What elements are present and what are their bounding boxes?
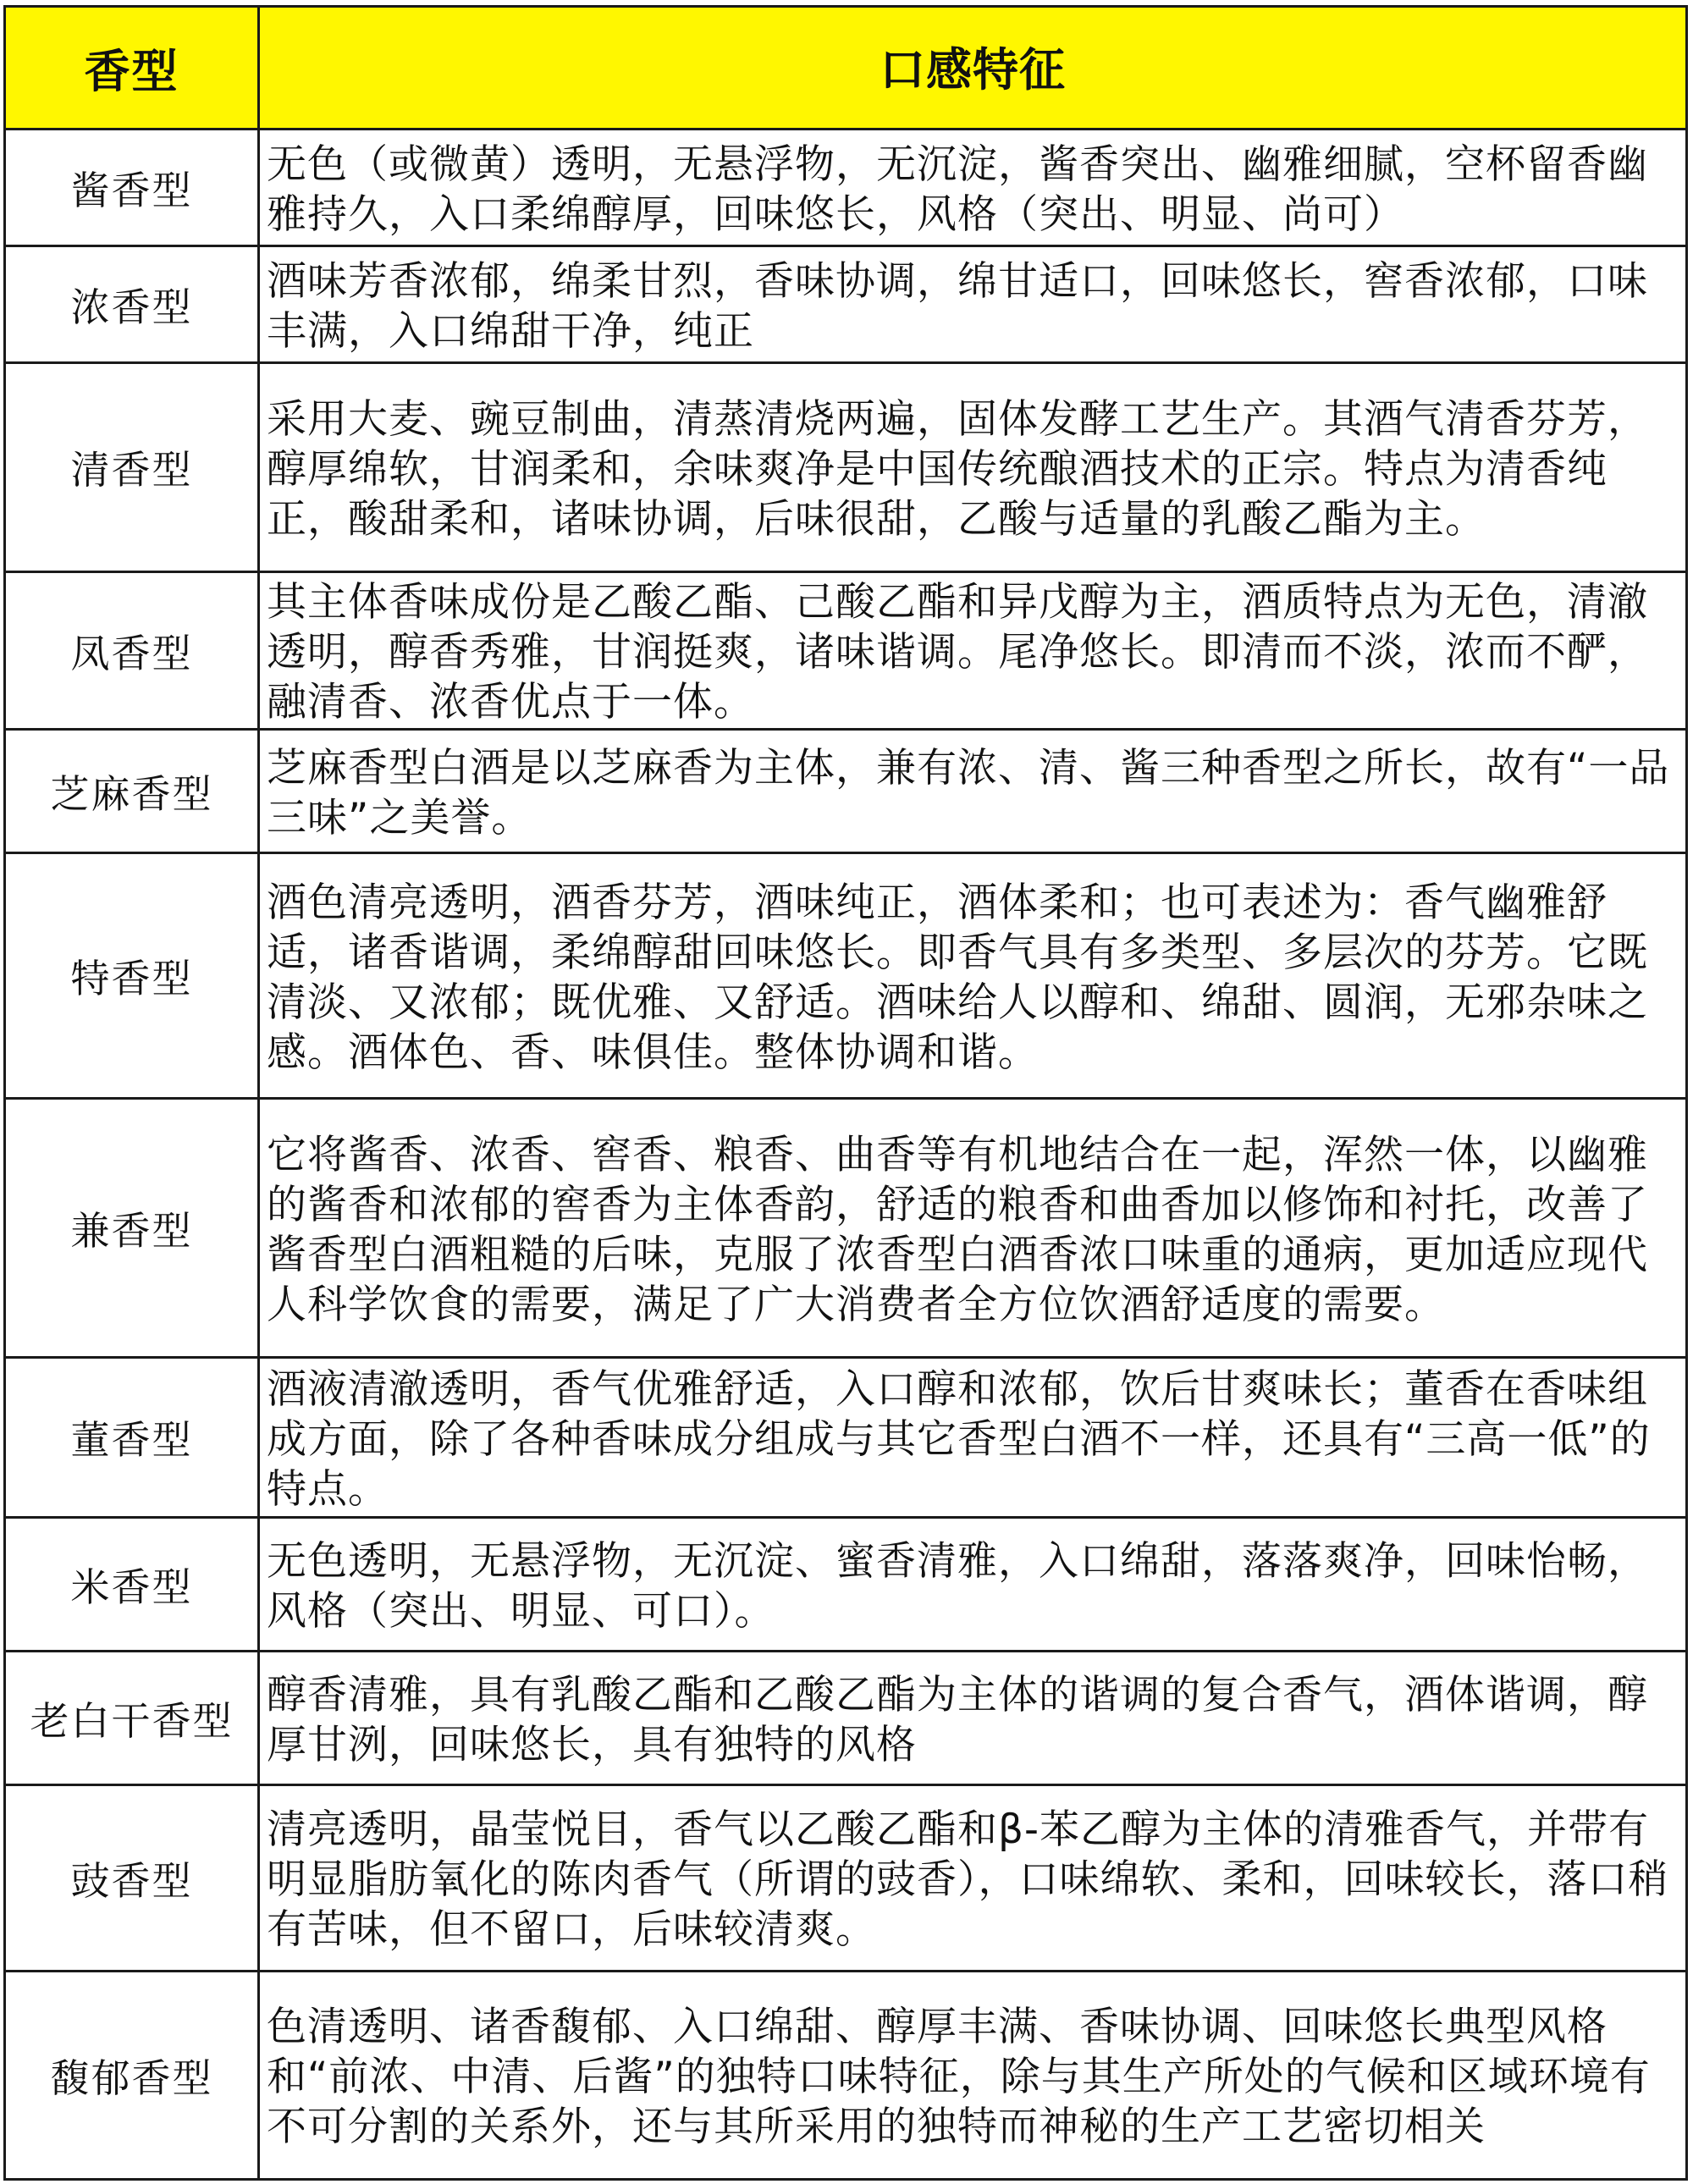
table-row bbox=[6, 1100, 1685, 1359]
aroma-type-cell: 凤香型 bbox=[6, 573, 260, 728]
description-text: 酒色清亮透明，酒香芬芳，酒味纯正，酒体柔和；也可表述为：香气幽雅舒适，诸香谐调，柔绵醇甜回味悠长。即香气具有多类型、多层次的芬芳。它既清淡、又浓郁；既优雅、又舒适。酒味给人以醇和、绵甜、圆润，无邪杂味之感。酒体色、香、味俱佳。整体协调和谐。 bbox=[267, 879, 1648, 1076]
aroma-type-cell: 特香型 bbox=[6, 854, 260, 1097]
aroma-type-cell: 酱香型 bbox=[6, 130, 260, 245]
description-text: 清亮透明，晶莹悦目，香气以乙酸乙酯和β-苯乙醇为主体的清雅香气，并带有明显脂肪氧化的陈肉香气（所谓的豉香），口味绵软、柔和，回味较长，落口稍有苦味，但不留口，后味较清爽。 bbox=[267, 1806, 1669, 1953]
table-row bbox=[6, 1519, 1685, 1652]
aroma-type-cell: 董香型 bbox=[6, 1359, 260, 1516]
table-row bbox=[6, 1359, 1685, 1519]
description-text: 芝麻香型白酒是以芝麻香为主体，兼有浓、清、酱三种香型之所长，故有“一品三味”之美誉。 bbox=[267, 744, 1670, 841]
header-aroma-type: 香型 bbox=[6, 8, 260, 128]
table-row bbox=[6, 1652, 1685, 1786]
table-row bbox=[6, 247, 1685, 364]
table-row bbox=[6, 1786, 1685, 1972]
aroma-type-cell: 浓香型 bbox=[6, 247, 260, 361]
taste-description-cell bbox=[260, 854, 1685, 1097]
taste-description-cell bbox=[260, 1972, 1685, 2178]
taste-description-cell bbox=[260, 364, 1685, 571]
description-text: 它将酱香、浓香、窖香、粮香、曲香等有机地结合在一起，浑然一体，以幽雅的酱香和浓郁的窖香为主体香韵，舒适的粮香和曲香加以修饰和衬托，改善了酱香型白酒粗糙的后味，克服了浓香型白酒香浓口味重的通病，更加适应现代人科学饮食的需要，满足了广大消费者全方位饮酒舒适度的需要。 bbox=[267, 1131, 1648, 1328]
description-text: 酒液清澈透明，香气优雅舒适，入口醇和浓郁，饮后甘爽味长；董香在香味组成方面，除了各种香味成分组成与其它香型白酒不一样，还具有“三高一低”的特点。 bbox=[267, 1365, 1651, 1513]
taste-description-cell bbox=[260, 573, 1685, 728]
taste-description-cell bbox=[260, 247, 1685, 361]
description-text: 无色（或微黄）透明，无悬浮物，无沉淀，酱香突出、幽雅细腻，空杯留香幽雅持久，入口柔绵醇厚，回味悠长，风格（突出、明显、尚可） bbox=[267, 141, 1648, 238]
description-text: 色清透明、诸香馥郁、入口绵甜、醇厚丰满、香味协调、回味悠长典型风格和“前浓、中清、后酱”的独特口味特征，除与其生产所处的气候和区域环境有不可分割的关系外，还与其所采用的独特而神秘的生产工艺密切相关 bbox=[267, 2004, 1651, 2150]
description-text: 其主体香味成份是乙酸乙酯、己酸乙酯和异戊醇为主，酒质特点为无色，清澈透明，醇香秀雅，甘润挺爽，诸味谐调。尾净悠长。即清而不淡，浓而不酽，融清香、浓香优点于一体。 bbox=[267, 579, 1648, 725]
description-text: 酒味芳香浓郁，绵柔甘烈，香味协调，绵甘适口，回味悠长，窖香浓郁，口味丰满，入口绵甜干净，纯正 bbox=[267, 257, 1648, 355]
taste-description-cell bbox=[260, 1100, 1685, 1356]
description-text: 采用大麦、豌豆制曲，清蒸清烧两遍，固体发酵工艺生产。其酒气清香芬芳，醇厚绵软，甘润柔和，余味爽净是中国传统酿酒技术的正宗。特点为清香纯正，酸甜柔和，诸味协调，后味很甜，乙酸与适量的乳酸乙酯为主。 bbox=[267, 395, 1648, 543]
description-text: 醇香清雅，具有乳酸乙酯和乙酸乙酯为主体的谐调的复合香气，酒体谐调，醇厚甘洌，回味悠长，具有独特的风格 bbox=[267, 1671, 1648, 1768]
table-row bbox=[6, 854, 1685, 1100]
table-row bbox=[6, 731, 1685, 854]
aroma-type-cell: 老白干香型 bbox=[6, 1652, 260, 1784]
aroma-type-cell: 芝麻香型 bbox=[6, 731, 260, 852]
table-row bbox=[6, 573, 1685, 731]
table-row bbox=[6, 130, 1685, 247]
taste-description-cell bbox=[260, 1786, 1685, 1970]
aroma-type-cell: 兼香型 bbox=[6, 1100, 260, 1356]
taste-description-cell bbox=[260, 1519, 1685, 1650]
taste-description-cell bbox=[260, 130, 1685, 245]
table-row bbox=[6, 1972, 1685, 2178]
table-row bbox=[6, 364, 1685, 573]
header-taste-characteristics: 口感特征 bbox=[880, 42, 1066, 97]
description-text: 无色透明，无悬浮物，无沉淀、蜜香清雅，入口绵甜，落落爽净，回味怡畅，风格（突出、明显、可口）。 bbox=[267, 1537, 1648, 1635]
aroma-type-cell: 米香型 bbox=[6, 1519, 260, 1650]
table-header-row bbox=[6, 8, 1685, 130]
aroma-type-cell: 清香型 bbox=[6, 364, 260, 571]
taste-description-cell bbox=[260, 1652, 1685, 1784]
taste-description-cell bbox=[260, 731, 1685, 852]
taste-description-cell bbox=[260, 1359, 1685, 1516]
aroma-type-table bbox=[3, 5, 1688, 2181]
aroma-type-cell: 馥郁香型 bbox=[6, 1972, 260, 2178]
aroma-type-cell: 豉香型 bbox=[6, 1786, 260, 1970]
